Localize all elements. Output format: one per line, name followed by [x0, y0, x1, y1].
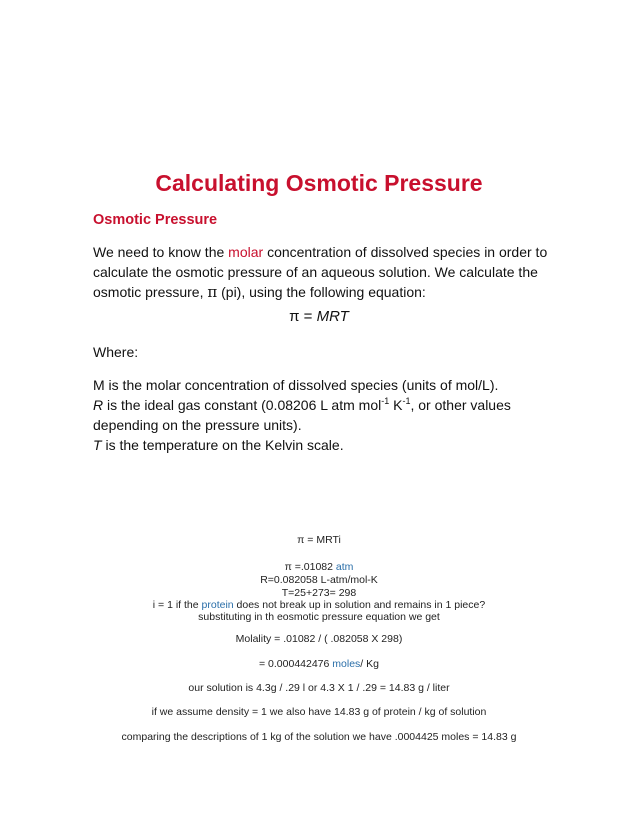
worked-line-4: T=25+273= 298: [281, 587, 357, 599]
worked-line-6: substituting in th eosmotic pressure equation we get: [198, 611, 440, 623]
t-variable: T: [93, 437, 102, 453]
t-text: is the temperature on the Kelvin scale.: [101, 437, 344, 453]
worked-line-8: [0, 658, 638, 671]
equation-lhs: π =: [289, 308, 317, 325]
r-text-2: K: [389, 397, 403, 413]
r-variable: R: [93, 397, 104, 413]
worked-line-1: π = MRTi: [297, 534, 341, 546]
molar-link[interactable]: molar: [228, 244, 264, 260]
equation-rhs: MRT: [316, 308, 349, 325]
definition-r: [93, 395, 553, 435]
moles-link[interactable]: moles: [332, 658, 361, 670]
intro-text-1: We need to know the: [93, 244, 229, 260]
intro-text-2: concentration of dissolved species in order to calculate the osmotic pressure of an aqueous solution. We calculate the osmotic pressure,: [93, 244, 548, 300]
worked-line-2: [0, 561, 638, 574]
pi-symbol: π: [207, 283, 218, 301]
page-title: Calculating Osmotic Pressure: [155, 170, 483, 196]
definition-m: M is the molar concentration of dissolved species (units of mol/L).: [93, 377, 499, 393]
protein-link[interactable]: protein: [201, 599, 234, 611]
worked-line-7: Molality = .01082 / ( .082058 X 298): [235, 633, 403, 645]
worked-line-8-pre: = 0.000442476: [259, 658, 333, 670]
osmotic-equation: [0, 308, 638, 325]
r-text-3: , or other values depending on the pressure units).: [93, 397, 511, 433]
worked-line-10: if we assume density = 1 we also have 14.83 g of protein / kg of solution: [151, 706, 487, 718]
worked-line-2-text: π =.01082: [284, 561, 336, 573]
worked-line-5-post: does not break up in solution and remains in 1 piece?: [233, 599, 486, 611]
r-text-1: is the ideal gas constant (0.08206 L atm mol: [103, 397, 382, 413]
worked-line-5-pre: i = 1 if the: [152, 599, 202, 611]
section-heading: Osmotic Pressure: [93, 212, 218, 228]
worked-line-3: R=0.082058 L-atm/mol-K: [260, 574, 378, 586]
r-sup-2: -1: [402, 396, 411, 406]
atm-link[interactable]: atm: [335, 561, 354, 573]
intro-paragraph: [93, 242, 553, 302]
worked-line-9: our solution is 4.3g / .29 l or 4.3 X 1 / .29 = 14.83 g / liter: [188, 682, 450, 694]
definition-t: [93, 435, 553, 455]
worked-line-11: comparing the descriptions of 1 kg of the solution we have .0004425 moles = 14.83 g: [121, 731, 517, 743]
intro-text-3: (pi), using the following equation:: [217, 284, 426, 300]
r-sup-1: -1: [381, 396, 390, 406]
definitions-block: [93, 375, 553, 455]
worked-line-8-post: / Kg: [360, 658, 379, 670]
where-label: Where:: [93, 344, 139, 360]
